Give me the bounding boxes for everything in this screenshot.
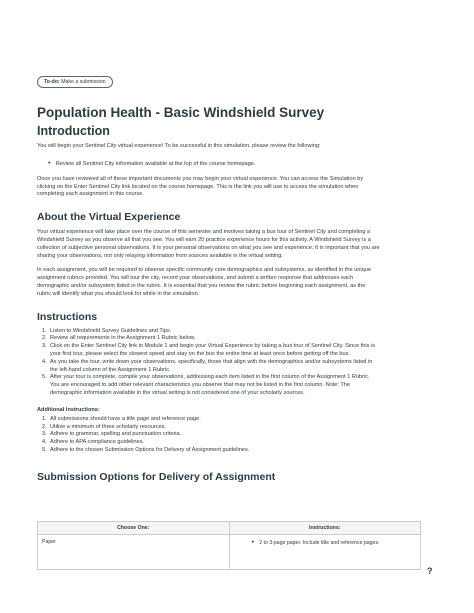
list-item: 4. Adhere to APA compliance guidelines. — [42, 439, 145, 446]
virtual-paragraph-1 — [37, 229, 437, 260]
instruction-cell: ● 2 to 3-page paper. Include title and reference pages. — [229, 535, 421, 570]
assignment-body — [37, 104, 437, 485]
list-item: 4. As you take the tour, write down your observations, specifically, those that align with the demographics and/or subsystems listed in the left-hand column of the Assignment 1 Rubric. — [42, 358, 373, 373]
text-line: In each assignment, you will be required to observe specific community core demographics and subsystems, as identified in the unique — [37, 267, 371, 274]
text-line: clicking on the Enter Sentinel City link located on the course homepage. This is the link you will use to access the simulation when — [37, 183, 359, 190]
col-header-choose: Choose One: — [38, 522, 230, 535]
text-line: Once you have reviewed all of these important documents you may begin your virtual experience. You can access the Simulation by — [37, 175, 364, 182]
bullet-icon: ● — [251, 539, 255, 544]
help-button[interactable]: ? — [427, 566, 433, 576]
list-item: 1. All submissions should have a title page and reference page. — [42, 415, 201, 422]
instructions-heading: Instructions — [37, 310, 98, 323]
text-line: sharing your observations, not only relaying information from sources available in the virtual setting. — [37, 252, 283, 259]
text-line: Your virtual experience will take place over the course of this semester and involves taking a bus tour of Sentinel City and completing a — [37, 229, 371, 236]
virtual-heading: About the Virtual Experience — [37, 211, 181, 224]
page-title: Population Health - Basic Windshield Survey — [37, 105, 325, 120]
text-line: rubric will identify what you should look for while in the simulation. — [37, 290, 200, 297]
intro-paragraph-1: You will begin your Sentinel City virtual experience! To be successful in this simulation, please review the following: — [37, 143, 321, 149]
text-line: assignment rubrics provided. You will tour the city, record your observations, and submit a written response that addresses each — [37, 275, 354, 282]
todo-label: To-do: — [44, 79, 60, 85]
submission-heading: Submission Options for Delivery of Assignment — [37, 470, 276, 483]
list-item: ● Review all Sentinel City information available at the top of the course homepage. — [48, 159, 437, 168]
text-line: collection of subjective personal observations. It is your personal observations on what you see and experience. It is important that you are — [37, 244, 380, 251]
list-item: 1. Listen to Windshield Survey Guidelines and Tips. — [42, 327, 172, 334]
table-row — [38, 535, 421, 570]
submission-options-table — [37, 521, 421, 570]
virtual-paragraph-2 — [37, 267, 437, 298]
list-item: 2. Utilize a minimum of three scholarly resources. — [42, 423, 166, 430]
choice-cell: Paper — [38, 535, 230, 570]
text-line: Windshield Survey as you observe all that you see. You will earn 20 practice experience hours for this activity. A Windshield Survey is a — [37, 236, 371, 243]
text-line: demographic and/or subsystem listed in the rubric. It is essential that you review the rubric before beginning each assignment, as the — [37, 282, 366, 289]
list-item: 3. Adhere to grammar, spelling and punctuation criteria. — [42, 431, 182, 438]
todo-text: Make a submission — [61, 79, 106, 85]
instructions-list — [42, 328, 437, 398]
intro-bullet-list — [48, 159, 437, 168]
todo-badge[interactable] — [37, 76, 113, 88]
list-item: 5. After your tour is complete, compile your observations, addressing each item listed in the first column of the Assignment 1 Rubric. You are encouraged to add other relevant characteristics you observe that may not be listed in the first column. Note: The demographic information available in the virtual setting is not considered one of your scholarly sources. — [42, 374, 370, 396]
additional-heading: Additional Instructions: — [37, 406, 100, 413]
text-line: completing each assignment in this course. — [37, 191, 144, 198]
intro-heading: Introduction — [37, 124, 110, 138]
list-item: 3. Click on the Enter Sentinel City link in Module 1 and begin your Virtual Experience by taking a bus tour of Sentinel City. Since this is your first tour, please select the slowest speed and stay on the bus the entire time at least once before getting off the bus. — [42, 343, 376, 357]
table-header-row — [38, 522, 421, 535]
col-header-instructions: Instructions: — [229, 522, 421, 535]
list-item: 5. Adhere to the chosen Submission Options for Delivery of Assignment guidelines. — [42, 446, 250, 453]
intro-paragraph-2 — [37, 176, 437, 199]
additional-list — [42, 416, 437, 455]
list-item: 2. Review all requirements in the Assignment 1 Rubric below. — [42, 335, 196, 342]
